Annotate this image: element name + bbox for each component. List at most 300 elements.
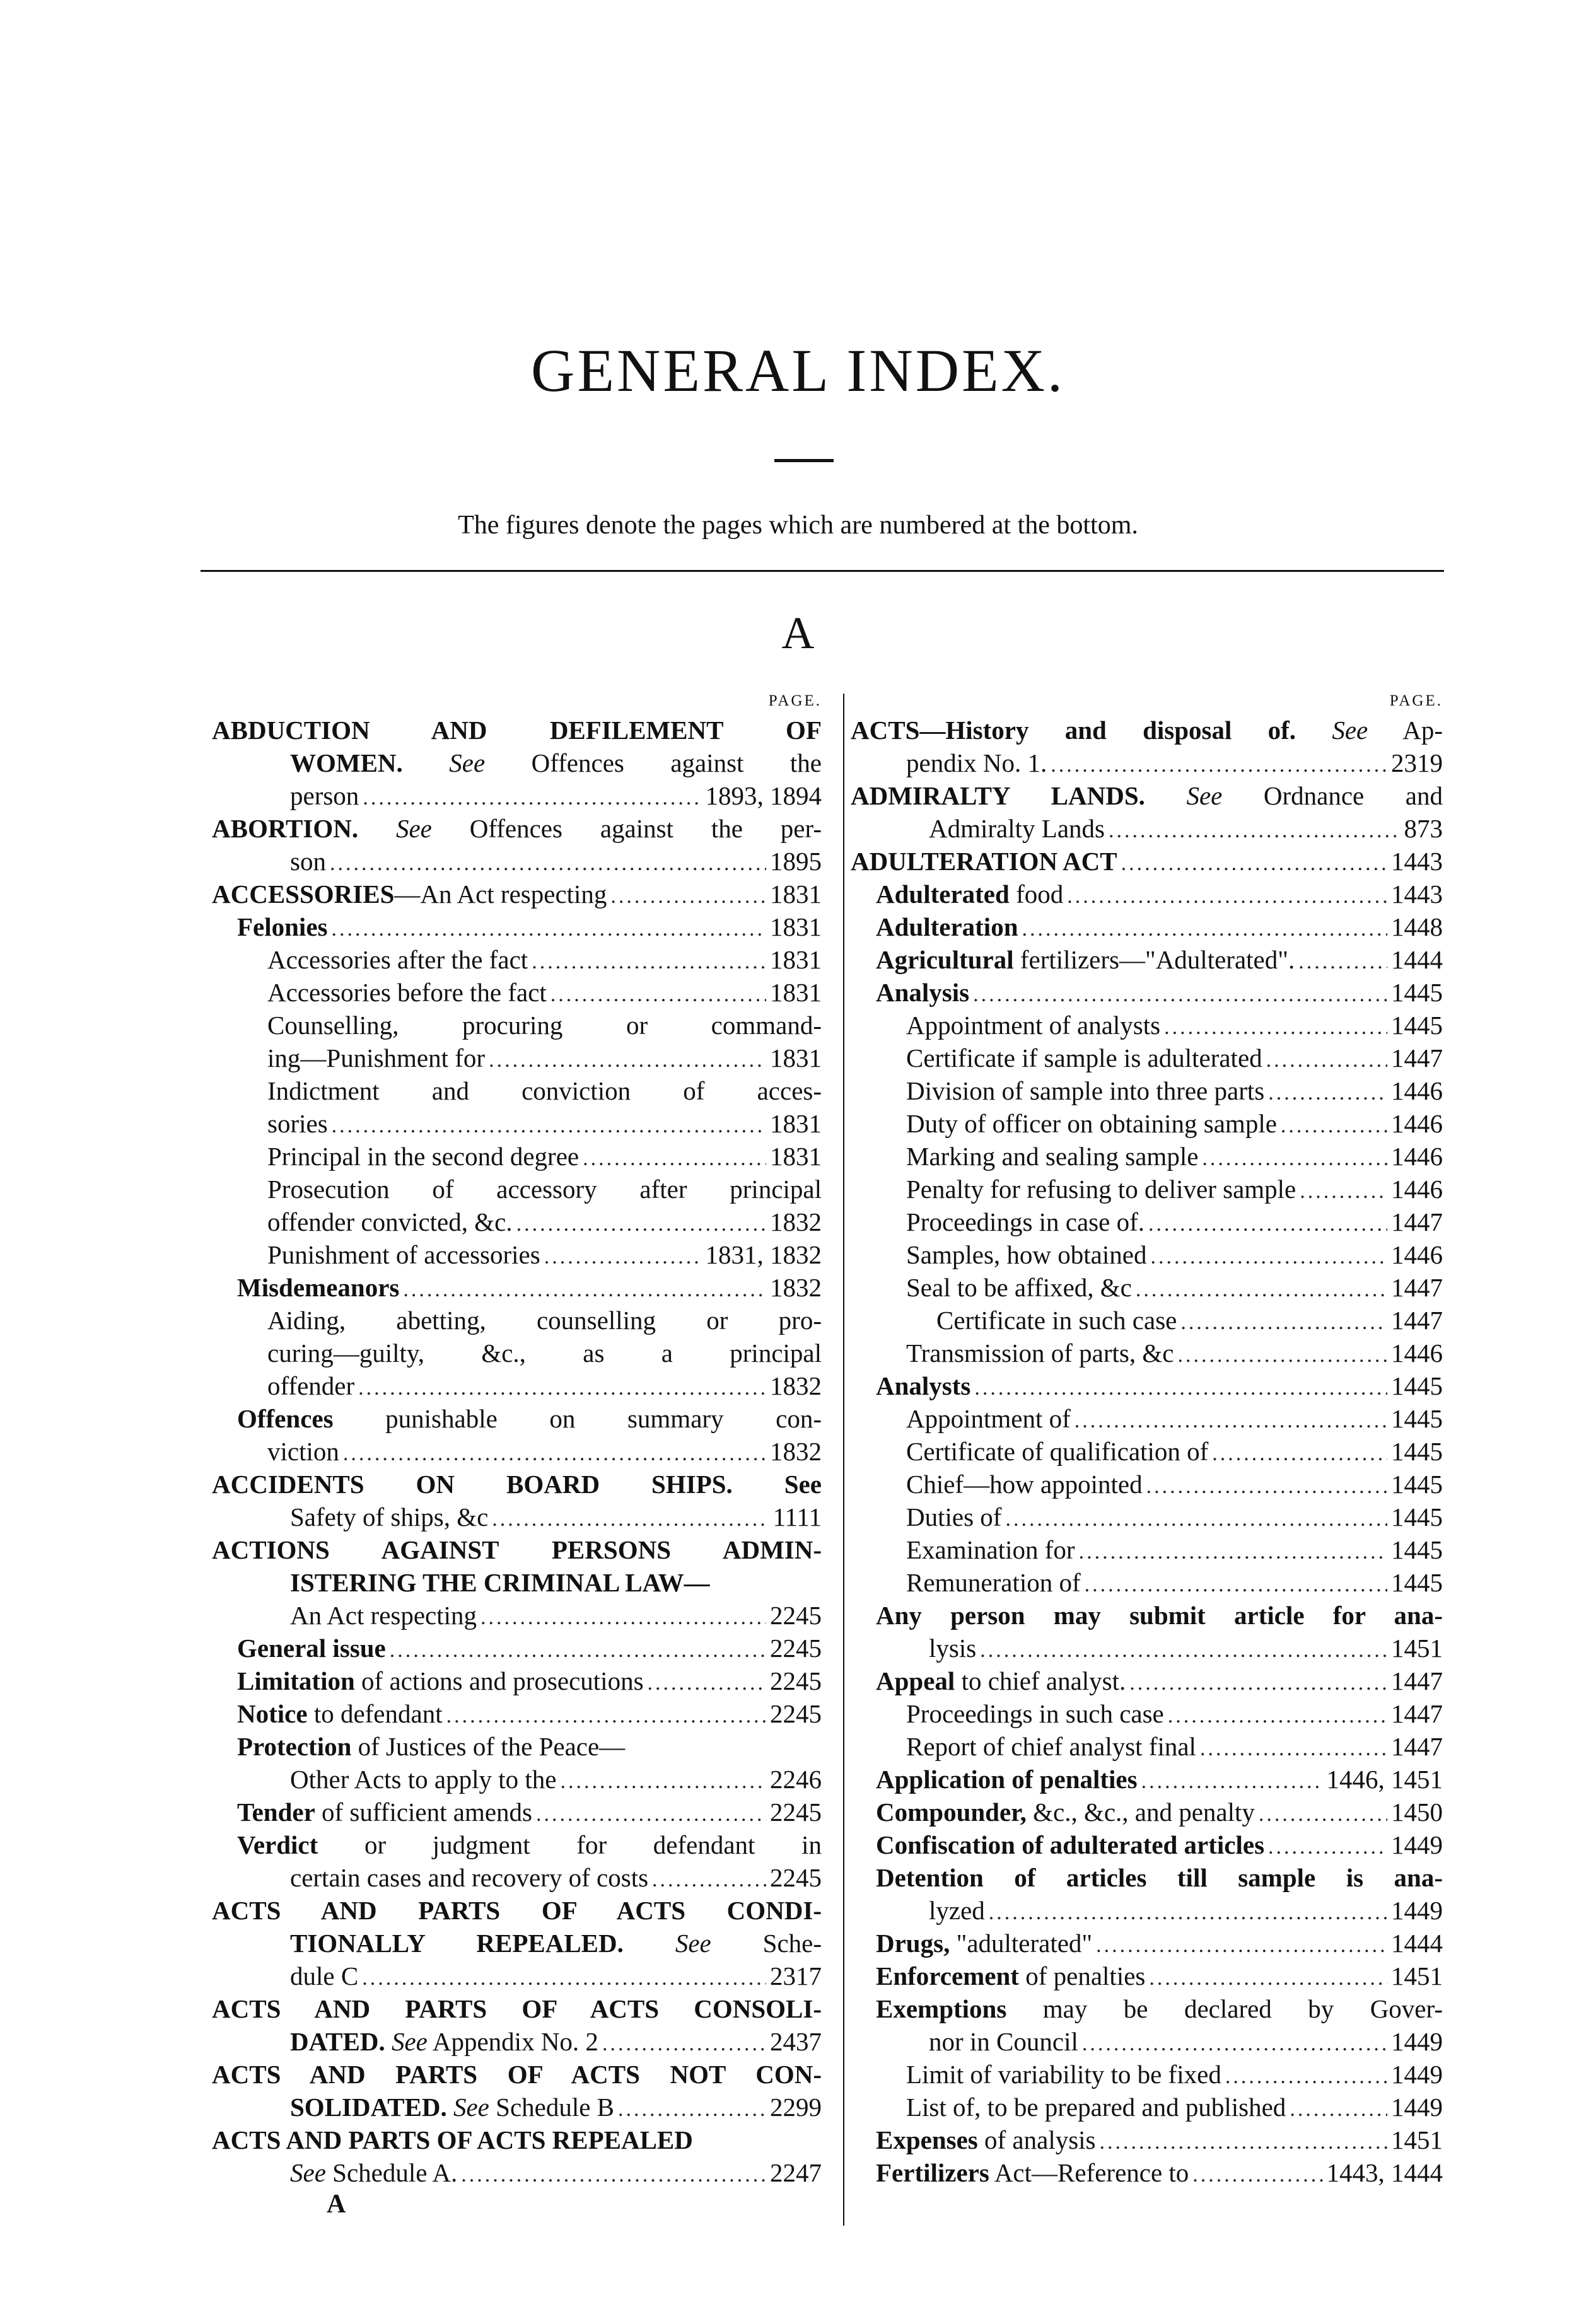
index-entry-line [212, 1960, 822, 1992]
entry-text: An Act respecting [290, 1601, 477, 1630]
dot-leader [1200, 1733, 1387, 1763]
page-number: 1447 [1391, 1699, 1443, 1728]
entry-text: Exemptions may be declared by Gover- [876, 1994, 1443, 2023]
entry-text: ACTS AND PARTS OF ACTS NOT CON- [212, 2060, 822, 2089]
index-entry [851, 1304, 1443, 1337]
entry-text: Analysts [876, 1371, 971, 1400]
index-entry-line [212, 878, 822, 910]
entry-text: Compounder, &c., &c., and penalty [876, 1798, 1255, 1827]
dot-leader [1109, 815, 1401, 845]
index-entry [212, 714, 822, 812]
index-entry-line [212, 2025, 822, 2058]
index-entry-line [212, 1206, 822, 1238]
page-number: 1832 [770, 1207, 822, 1236]
index-entry-line [212, 1107, 822, 1140]
entry-text: List of, to be prepared and published [906, 2093, 1286, 2122]
entry-text: Certificate of qualification of [906, 1437, 1209, 1466]
index-entry-line [212, 1009, 822, 1042]
index-entry-line [212, 1238, 822, 1271]
page-number: 1111 [772, 1502, 822, 1531]
dot-leader [1148, 1208, 1387, 1238]
entry-text: sories [267, 1109, 328, 1138]
dot-leader [1298, 946, 1387, 976]
index-entry-line [851, 1107, 1443, 1140]
index-entry-line [851, 845, 1443, 878]
index-entry-line [212, 1861, 822, 1894]
index-entry-line [851, 1042, 1443, 1074]
index-entry-line [851, 1796, 1443, 1828]
index-entry [212, 1730, 822, 1796]
dot-leader [1149, 1962, 1387, 1992]
entry-text: Report of chief analyst final [906, 1732, 1196, 1761]
index-entry-line [212, 1533, 822, 1566]
page-number: 1448 [1391, 912, 1443, 941]
page-number: 1447 [1391, 1043, 1443, 1072]
entry-text: Offences punishable on summary con- [237, 1404, 822, 1433]
dot-leader [1146, 1470, 1387, 1501]
index-entry [851, 943, 1443, 976]
left-column [212, 688, 822, 2189]
index-entry-line [212, 2058, 822, 2091]
dot-leader [1259, 1798, 1387, 1828]
entry-text: offender [267, 1371, 355, 1400]
index-entry-line [851, 1304, 1443, 1337]
entry-text: Samples, how obtained [906, 1240, 1147, 1269]
page-number: 1449 [1391, 1830, 1443, 1859]
index-entry-line [851, 1206, 1443, 1238]
entry-text: Examination for [906, 1535, 1075, 1564]
entry-text: person [290, 781, 359, 810]
page-number: 2245 [770, 1863, 822, 1892]
dot-leader [362, 1962, 766, 1992]
dot-leader [1100, 2126, 1387, 2156]
index-entry-line [851, 1402, 1443, 1435]
index-entry-line [851, 1337, 1443, 1369]
dot-leader [1177, 1339, 1387, 1369]
dot-leader [1180, 1306, 1387, 1337]
entry-text: Appointment of analysts [906, 1011, 1161, 1040]
dot-leader [583, 1142, 766, 1173]
page-number: 1832 [770, 1437, 822, 1466]
index-entry [851, 845, 1443, 878]
index-entry-line [212, 1042, 822, 1074]
index-entry-line [212, 714, 822, 747]
index-entry [212, 1402, 822, 1468]
index-entry-line [212, 845, 822, 878]
entry-text: Accessories after the fact [267, 945, 528, 974]
index-entry [851, 1566, 1443, 1599]
entry-text: General issue [237, 1634, 386, 1663]
index-entry-line [212, 1992, 822, 2025]
index-entry [212, 1304, 822, 1402]
index-entry [851, 714, 1443, 779]
index-entry [212, 1271, 822, 1304]
dot-leader [1075, 1405, 1387, 1435]
page-number: 1446 [1391, 1175, 1443, 1204]
dot-leader [343, 1438, 766, 1468]
entry-text: WOMEN. See Offences against the [290, 748, 822, 777]
page-number: 1443 [1391, 880, 1443, 909]
page-number: 1445 [1391, 1404, 1443, 1433]
entry-text: Enforcement of penalties [876, 1961, 1146, 1990]
entry-text: Appointment of [906, 1404, 1071, 1433]
index-entry-line [212, 1665, 822, 1697]
index-entry [851, 1206, 1443, 1238]
entry-text: Seal to be affixed, &c [906, 1273, 1132, 1302]
index-entry-line [851, 714, 1443, 747]
entry-text: Duty of officer on obtaining sample [906, 1109, 1277, 1138]
right-column [851, 688, 1443, 2189]
page-number: 2245 [770, 1666, 822, 1695]
page-number: 1450 [1391, 1798, 1443, 1827]
index-entry [851, 1960, 1443, 1992]
index-entry-line [851, 1992, 1443, 2025]
page-number: 1831 [770, 1142, 822, 1171]
dot-leader [532, 946, 766, 976]
page-number: 1446 [1391, 1076, 1443, 1105]
entry-text: Indictment and conviction of acces- [267, 1076, 822, 1105]
entry-text: Adulterated food [876, 880, 1064, 909]
entry-text: Duties of [906, 1502, 1002, 1531]
dot-leader [1051, 749, 1387, 779]
entry-text: Appeal to chief analyst. [876, 1666, 1126, 1695]
index-entry-line [212, 2156, 822, 2189]
index-entry [212, 910, 822, 943]
index-entry-line [212, 1369, 822, 1402]
index-entry-line [212, 943, 822, 976]
index-entry [851, 1074, 1443, 1107]
index-entry-line [212, 1173, 822, 1206]
page-number: 1447 [1391, 1306, 1443, 1335]
entry-text: Prosecution of accessory after principal [267, 1175, 822, 1204]
index-entry [851, 1435, 1443, 1468]
index-entry [851, 1501, 1443, 1533]
page-number: 2299 [770, 2093, 822, 2122]
entry-text: Remuneration of [906, 1568, 1081, 1597]
index-entry [851, 2156, 1443, 2189]
page-number: 1446 [1391, 1240, 1443, 1269]
entry-text: son [290, 847, 326, 876]
page-number: 1831 [770, 880, 822, 909]
index-entry [851, 1369, 1443, 1402]
dot-leader [1079, 1536, 1387, 1566]
entry-text: lysis [929, 1634, 977, 1663]
index-entry-line [212, 1337, 822, 1369]
subtitle: The figures denote the pages which are numbered at the bottom. [458, 511, 1138, 540]
left-entry-list [212, 714, 822, 2189]
page-number: 2319 [1391, 748, 1443, 777]
page-number: 1445 [1391, 1371, 1443, 1400]
page-number: 1895 [770, 847, 822, 876]
index-entry-line [851, 1730, 1443, 1763]
page-number: 2437 [770, 2027, 822, 2056]
entry-text: Safety of ships, &c [290, 1502, 489, 1531]
entry-text: certain cases and recovery of costs [290, 1863, 649, 1892]
dot-leader [536, 1798, 766, 1828]
index-entry-line [851, 2091, 1443, 2124]
index-entry-line [851, 1074, 1443, 1107]
page-number: 2246 [770, 1765, 822, 1794]
entry-text: Expenses of analysis [876, 2125, 1096, 2154]
dot-leader [1266, 1044, 1387, 1074]
index-entry [212, 1238, 822, 1271]
index-entry [851, 1992, 1443, 2058]
index-entry [212, 1894, 822, 1992]
entry-text: ACTS AND PARTS OF ACTS REPEALED [212, 2125, 693, 2154]
index-entry-line [851, 976, 1443, 1009]
entry-text: Punishment of accessories [267, 1240, 540, 1269]
index-entry [851, 1402, 1443, 1435]
entry-text: See Schedule A. [290, 2158, 458, 2187]
index-entry-line [851, 1238, 1443, 1271]
entry-text: ACCESSORIES—An Act respecting [212, 880, 607, 909]
index-entry-line [851, 1894, 1443, 1927]
dot-leader [332, 1110, 766, 1140]
entry-text: Tender of sufficient amends [237, 1798, 533, 1827]
dot-leader [1141, 1765, 1323, 1796]
page-number: 1449 [1391, 1896, 1443, 1925]
index-entry-line [851, 1632, 1443, 1665]
dot-leader [461, 2159, 766, 2189]
entry-text: ACTS AND PARTS OF ACTS CONDI- [212, 1896, 822, 1925]
index-entry [212, 2058, 822, 2124]
title-rule [774, 459, 834, 462]
index-entry [851, 976, 1443, 1009]
entry-text: ABDUCTION AND DEFILEMENT OF [212, 716, 822, 745]
entry-text: nor in Council [929, 2027, 1078, 2056]
index-entry-line [851, 812, 1443, 845]
entry-text: viction [267, 1437, 339, 1466]
index-entry-line [851, 1566, 1443, 1599]
index-entry-line [212, 1566, 822, 1599]
index-entry-line [851, 1271, 1443, 1304]
dot-leader [1150, 1241, 1387, 1271]
horizontal-rule [201, 570, 1444, 572]
entry-text: Agricultural fertilizers—"Adulterated". [876, 945, 1295, 974]
page-number: 1447 [1391, 1666, 1443, 1695]
entry-text: DATED. See Appendix No. 2 [290, 2027, 598, 2056]
page-number: 1445 [1391, 1470, 1443, 1499]
section-letter: A [781, 608, 815, 658]
page-number: 1443 [1391, 847, 1443, 876]
index-entry-line [212, 1730, 822, 1763]
entry-text: Adulteration [876, 912, 1018, 941]
entry-text: Protection of Justices of the Peace— [237, 1732, 626, 1761]
index-entry [851, 1173, 1443, 1206]
page-number: 1447 [1391, 1732, 1443, 1761]
page-number: 1445 [1391, 978, 1443, 1007]
dot-leader [1164, 1011, 1387, 1042]
index-entry [212, 1632, 822, 1665]
page-number: 2245 [770, 1798, 822, 1827]
entry-text: Analysis [876, 978, 970, 1007]
index-entry [851, 1763, 1443, 1796]
page-number: 1832 [770, 1273, 822, 1302]
entry-text: SOLIDATED. See Schedule B [290, 2093, 615, 2122]
index-entry [212, 976, 822, 1009]
page-number: 1831 [770, 945, 822, 974]
entry-text: Limit of variability to be fixed [906, 2060, 1221, 2089]
index-entry-line [851, 1697, 1443, 1730]
index-entry-line [212, 1402, 822, 1435]
index-entry [212, 1697, 822, 1730]
page-number: 1831 [770, 978, 822, 1007]
index-entry-line [851, 1861, 1443, 1894]
page-number: 1443, 1444 [1326, 2158, 1443, 2187]
page-number: 1451 [1391, 2125, 1443, 2154]
entry-text: dule C [290, 1961, 359, 1990]
index-entry [212, 1009, 822, 1074]
index-entry [212, 2124, 822, 2189]
index-entry [212, 943, 822, 976]
index-entry-line [212, 1271, 822, 1304]
index-entry-line [851, 1599, 1443, 1632]
entry-text: ADMIRALTY LANDS. See Ordnance and [851, 781, 1443, 810]
index-entry-line [212, 2124, 822, 2156]
index-entry-line [851, 943, 1443, 976]
entry-text: Counselling, procuring or command- [267, 1011, 822, 1040]
index-entry [851, 1337, 1443, 1369]
dot-leader [492, 1503, 769, 1533]
index-entry-line [212, 1501, 822, 1533]
dot-leader [1300, 1175, 1387, 1206]
entry-text: Notice to defendant [237, 1699, 443, 1728]
index-entry-line [851, 1369, 1443, 1402]
dot-leader [358, 1372, 766, 1402]
index-entry-line [851, 1009, 1443, 1042]
index-entry-line [851, 1960, 1443, 1992]
dot-leader [1067, 880, 1387, 910]
dot-leader [331, 913, 766, 943]
index-entry-line [851, 910, 1443, 943]
entry-text: Marking and sealing sample [906, 1142, 1199, 1171]
dot-leader [1290, 2093, 1387, 2124]
signature-mark: A [327, 2190, 346, 2219]
index-entry [851, 2091, 1443, 2124]
page-number: 1444 [1391, 945, 1443, 974]
dot-leader [446, 1700, 766, 1730]
page-number: 1444 [1391, 1929, 1443, 1958]
index-entry [212, 1140, 822, 1173]
dot-leader [1212, 1438, 1387, 1468]
entry-text: Penalty for refusing to deliver sample [906, 1175, 1296, 1204]
index-entry [851, 2058, 1443, 2091]
page-number: 2247 [770, 2158, 822, 2187]
entry-text: curing—guilty, &c., as a principal [267, 1339, 822, 1368]
page-number: 1449 [1391, 2027, 1443, 2056]
page-number: 1451 [1391, 1634, 1443, 1663]
index-entry-line [212, 1599, 822, 1632]
entry-text: Detention of articles till sample is ana- [876, 1863, 1443, 1892]
entry-text: Transmission of parts, &c [906, 1339, 1174, 1368]
dot-leader [1281, 1110, 1387, 1140]
dot-leader [610, 880, 766, 910]
dot-leader [560, 1765, 766, 1796]
entry-text: TIONALLY REPEALED. See Sche- [290, 1929, 822, 1958]
page-number: 1445 [1391, 1437, 1443, 1466]
index-entry-line [851, 747, 1443, 779]
index-entry [212, 1173, 822, 1238]
index-entry-line [212, 1074, 822, 1107]
index-entry [851, 1107, 1443, 1140]
page-number: 2317 [770, 1961, 822, 1990]
entry-text: Verdict or judgment for defendant in [237, 1830, 822, 1859]
index-entry [851, 1599, 1443, 1665]
dot-leader [390, 1634, 766, 1665]
entry-text: Fertilizers Act—Reference to [876, 2158, 1189, 2187]
index-entry-line [212, 747, 822, 779]
dot-leader [1096, 1929, 1387, 1960]
dot-leader [1082, 2028, 1387, 2058]
entry-text: Accessories before the fact [267, 978, 547, 1007]
entry-text: ISTERING THE CRIMINAL LAW— [290, 1568, 710, 1597]
entry-text: Misdemeanors [237, 1273, 400, 1302]
dot-leader [1005, 1503, 1387, 1533]
dot-leader [1136, 1274, 1387, 1304]
entry-text: Certificate if sample is adulterated [906, 1043, 1262, 1072]
dot-leader [648, 1667, 766, 1697]
index-entry-line [212, 812, 822, 845]
entry-text: Admiralty Lands [929, 814, 1105, 843]
index-entry-line [851, 1501, 1443, 1533]
entry-text: Any person may submit article for ana- [876, 1601, 1443, 1630]
dot-leader [989, 1897, 1387, 1927]
entry-text: Proceedings in case of. [906, 1207, 1145, 1236]
dot-leader [602, 2028, 766, 2058]
index-entry-line [851, 1435, 1443, 1468]
dot-leader [1022, 913, 1388, 943]
index-entry [851, 1796, 1443, 1828]
entry-text: ACTS AND PARTS OF ACTS CONSOLI- [212, 1994, 822, 2023]
index-entry-line [212, 1632, 822, 1665]
entry-text: offender convicted, &c. [267, 1207, 513, 1236]
index-entry-line [212, 1140, 822, 1173]
page-number: 1445 [1391, 1568, 1443, 1597]
entry-text: ACTS—History and disposal of. See Ap- [851, 716, 1443, 745]
entry-text: ACTIONS AGAINST PERSONS ADMIN- [212, 1535, 822, 1564]
dot-leader [544, 1241, 702, 1271]
index-entry-line [212, 1697, 822, 1730]
index-entry-line [851, 1927, 1443, 1960]
entry-text: Drugs, "adulterated" [876, 1929, 1093, 1958]
page-number: 1445 [1391, 1535, 1443, 1564]
index-entry [851, 2124, 1443, 2156]
page-number: 1831, 1832 [705, 1240, 822, 1269]
entry-text: Proceedings in such case [906, 1699, 1164, 1728]
entry-text: Application of penalties [876, 1765, 1138, 1794]
page-number: 1893, 1894 [705, 781, 822, 810]
index-entry-line [851, 1665, 1443, 1697]
dot-leader [516, 1208, 766, 1238]
index-entry [212, 1992, 822, 2058]
page-number: 1447 [1391, 1207, 1443, 1236]
dot-leader [1085, 1569, 1387, 1599]
entry-text: Division of sample into three parts [906, 1076, 1265, 1105]
index-entry [212, 1796, 822, 1828]
index-entry [212, 812, 822, 878]
index-entry-line [212, 779, 822, 812]
dot-leader [1225, 2060, 1387, 2091]
index-entry [851, 1271, 1443, 1304]
page-number: 1446, 1451 [1326, 1765, 1443, 1794]
index-entry [212, 878, 822, 910]
dot-leader [1129, 1667, 1387, 1697]
dot-leader [403, 1274, 766, 1304]
index-entry [851, 1861, 1443, 1927]
page-number: 1831 [770, 912, 822, 941]
page-number: 1446 [1391, 1142, 1443, 1171]
index-entry [212, 1468, 822, 1533]
